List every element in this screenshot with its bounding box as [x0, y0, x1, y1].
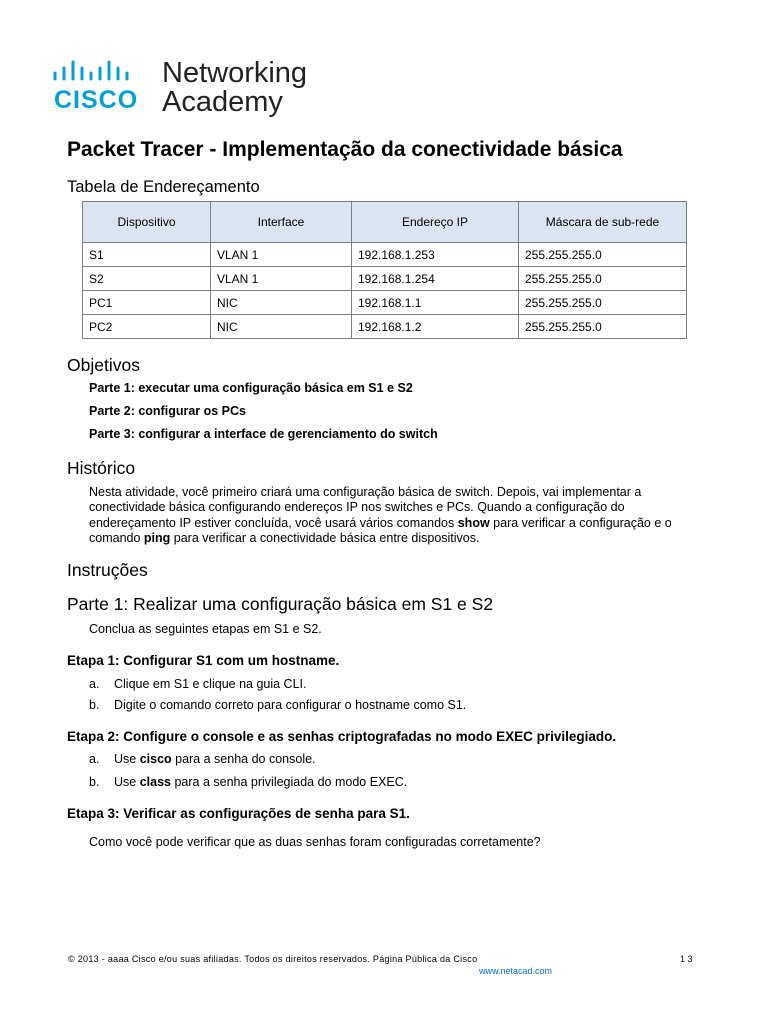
table-cell: PC2 — [83, 315, 211, 339]
table-cell: NIC — [211, 315, 352, 339]
table-cell: PC1 — [83, 291, 211, 315]
objective-part-label: Parte 1: — [89, 381, 135, 395]
list-text: Digite o comando correto para configurar o hostname como S1. — [114, 698, 467, 712]
table-cell: 192.168.1.254 — [352, 267, 519, 291]
background-heading: Histórico — [67, 458, 136, 478]
table-cell: VLAN 1 — [211, 267, 352, 291]
table-cell: NIC — [211, 291, 352, 315]
list-text: Use — [114, 775, 140, 789]
step3-heading: Etapa 3: Verificar as configurações de senha para S1. — [67, 806, 410, 821]
table-row — [83, 315, 687, 339]
list-text: para a senha privilegiada do modo EXEC. — [170, 775, 408, 789]
logo-line-academy: Academy — [162, 86, 283, 118]
column-header: Endereço IP — [352, 202, 519, 243]
ping-command: ping — [143, 530, 171, 545]
table-cell: 192.168.1.2 — [352, 315, 519, 339]
table-cell: 192.168.1.1 — [352, 291, 519, 315]
background-text: para verificar a conectividade básica entre dispositivos. — [170, 530, 480, 545]
column-header: Máscara de sub-rede — [519, 202, 687, 243]
table-row — [83, 291, 687, 315]
list-marker: b. — [89, 775, 100, 789]
objective-text: configurar os PCs — [134, 404, 246, 418]
logo-line-networking: Networking — [162, 57, 308, 89]
objective-item — [89, 404, 246, 418]
table-cell: S2 — [83, 267, 211, 291]
list-text: Use — [114, 752, 140, 766]
list-text: Clique em S1 e clique na guia CLI. — [114, 677, 307, 691]
show-command: show — [457, 515, 490, 530]
part1-heading: Parte 1: Realizar uma configuração básica em S1 e S2 — [67, 594, 494, 614]
cisco-wordmark: CISCO — [54, 86, 139, 114]
footer-copyright: © 2013 - aaaa Cisco e/ou suas afiliadas. Todos os direitos reservados. Página Pública da Cisco — [68, 954, 478, 964]
list-text: para a senha do console. — [171, 752, 316, 766]
addressing-table — [82, 201, 687, 339]
table-cell: 255.255.255.0 — [519, 315, 687, 339]
step1-heading: Etapa 1: Configurar S1 com um hostname. — [67, 653, 340, 668]
table-cell: 255.255.255.0 — [519, 243, 687, 267]
objective-text: configurar a interface de gerenciamento do switch — [134, 427, 438, 441]
list-marker: b. — [89, 698, 100, 712]
table-cell: 192.168.1.253 — [352, 243, 519, 267]
footer-url-link[interactable]: www.netacad.com — [479, 966, 553, 976]
password-value: class — [139, 775, 171, 789]
cisco-bridge-icon — [52, 60, 152, 82]
table-row — [83, 267, 687, 291]
list-item — [89, 698, 466, 712]
table-cell: VLAN 1 — [211, 243, 352, 267]
address-table-heading: Tabela de Endereçamento — [67, 178, 260, 196]
column-header: Dispositivo — [83, 202, 211, 243]
table-cell: S1 — [83, 243, 211, 267]
objective-part-label: Parte 3: — [89, 427, 135, 441]
step3-question: Como você pode verificar que as duas senhas foram configuradas corretamente? — [89, 835, 541, 849]
background-paragraph — [89, 485, 689, 546]
instructions-heading: Instruções — [67, 560, 148, 580]
document-title: Packet Tracer - Implementação da conectividade básica — [67, 138, 623, 161]
list-item — [89, 775, 407, 789]
objective-item — [89, 427, 438, 441]
cisco-networking-academy-logo — [52, 56, 312, 120]
list-item — [89, 752, 316, 766]
list-item — [89, 677, 306, 691]
background-text: para verificar a configuração e o comando — [89, 515, 672, 545]
objective-part-label: Parte 2: — [89, 404, 135, 418]
password-value: cisco — [139, 752, 172, 766]
background-text: Nesta atividade, você primeiro criará uma configuração básica de switch. Depois, vai implementar a conectividade básica configurando endereços IP nos switches e PCs. Quando a configuração do endereçamento IP estiver concluída, você usará vários comandos — [89, 485, 642, 530]
objectives-heading: Objetivos — [67, 355, 140, 375]
column-header: Interface — [211, 202, 352, 243]
list-marker: a. — [89, 677, 100, 691]
objective-item — [89, 381, 413, 395]
table-cell: 255.255.255.0 — [519, 267, 687, 291]
objective-text: executar uma configuração básica em S1 e S2 — [134, 381, 413, 395]
page-number: 1 3 — [680, 954, 693, 964]
table-header-row — [83, 202, 687, 243]
list-marker: a. — [89, 752, 100, 766]
part1-intro: Conclua as seguintes etapas em S1 e S2. — [89, 622, 322, 636]
table-cell: 255.255.255.0 — [519, 291, 687, 315]
table-row — [83, 243, 687, 267]
step2-heading: Etapa 2: Configure o console e as senhas criptografadas no modo EXEC privilegiado. — [67, 729, 617, 744]
